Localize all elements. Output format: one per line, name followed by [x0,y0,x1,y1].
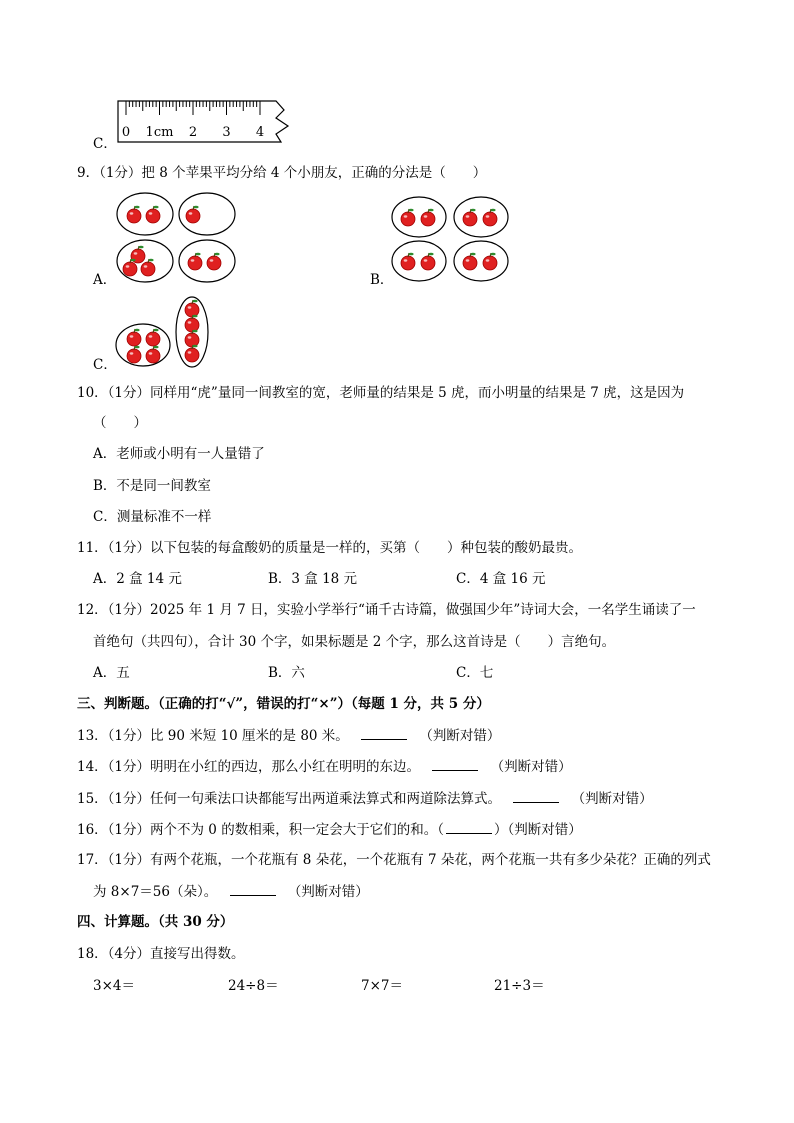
q18-item-4: 21÷3＝ [494,978,545,994]
q17-suffix: （判断对错） [287,884,369,900]
q9-option-c-figure [116,296,216,370]
q16-answer-blank[interactable] [446,820,492,834]
ruler-figure [116,96,296,146]
ruler-option-label: C． [93,136,117,152]
q15-suffix: （判断对错） [571,791,653,807]
q9-option-a-figure [116,192,241,284]
q12-option-b: B．六 [268,665,305,681]
q12-option-a: A．五 [93,665,130,681]
apple-icon [185,315,199,332]
q9-option-c-label: C． [93,357,117,373]
q10-option-c: C．测量标准不一样 [93,509,212,525]
apple-icon [483,209,497,226]
ruler-tick-label: 4 [255,125,265,140]
q14-line [77,757,572,776]
apple-icon [401,209,415,226]
q18-item-2: 24÷8＝ [228,978,279,994]
apple-icon [127,329,141,346]
apple-icon [421,209,435,226]
q17-text: 17．（1分）有两个花瓶，一个花瓶有 8 朵花，一个花瓶有 7 朵花，两个花瓶一共有多少朵花？正确的列式 [77,852,711,868]
q10-option-a: A．老师或小明有一人量错了 [93,446,265,462]
q16-text: 16．（1分）两个不为 0 的数相乘，积一定会大于它们的和。（ [77,822,444,838]
ruler-tick-label: 2 [188,125,198,140]
q15-answer-blank[interactable] [513,789,559,803]
q15-text: 15．（1分）任何一句乘法口诀都能写出两道乘法算式和两道除法算式。 [77,791,502,807]
apple-icon [185,300,199,317]
q14-text: 14．（1分）明明在小红的西边，那么小红在明明的东边。 [77,759,421,775]
q17-answer-blank[interactable] [230,882,276,896]
q12-option-c: C．七 [456,665,494,681]
q9-option-a-label: A． [93,272,117,288]
apple-icon [127,206,141,223]
q16-suffix: ）（判断对错） [493,822,582,838]
q14-answer-blank[interactable] [432,757,478,771]
q11-text: 11．（1分）以下包装的每盒酸奶的质量是一样的，买第（ ）种包装的酸奶最贵。 [77,540,583,556]
apple-icon [146,346,160,363]
q9-option-b-label: B． [370,272,394,288]
apple-icon [463,209,477,226]
q13-line [77,726,500,745]
apple-icon [127,346,141,363]
q13-suffix: （判断对错） [419,728,501,744]
q17-text-cont: 为 8×7＝56（朵）。 [93,884,218,900]
apple-icon [185,330,199,347]
q14-suffix: （判断对错） [490,759,572,775]
q15-line [77,789,653,808]
apple-icon [463,253,477,270]
q10-option-b: B．不是同一间教室 [93,478,211,494]
q9-option-b-figure [391,196,511,284]
q16-line [77,820,582,839]
apple-icon [401,253,415,270]
q10-text: 10．（1分）同样用“虎”量同一间教室的宽，老师量的结果是 5 虎，而小明量的结果是 7 虎，这是因为 [77,385,685,401]
ruler-tick-label: 3 [222,125,231,140]
apple-icon [146,329,160,346]
apple-icon [186,206,200,223]
ruler-tick-label: 1cm [145,125,174,140]
q18-item-3: 7×7＝ [361,978,403,994]
q12-text-cont: 首绝句（共四句），合计 30 个字，如果标题是 2 个字，那么这首诗是（ ）言绝句。 [93,634,616,650]
q11-option-b: B．3 盒 18 元 [268,571,358,587]
apple-icon [421,253,435,270]
apple-icon [146,206,160,223]
ruler-tick-label: 0 [121,125,131,140]
section3-title: 三、判断题。（正确的打“√”，错误的打“×”）（每题 1 分，共 5 分） [77,696,490,712]
section4-title: 四、计算题。（共 30 分） [77,914,234,930]
q18-item-1: 3×4＝ [93,978,135,994]
q13-answer-blank[interactable] [361,726,407,740]
q11-option-a: A．2 盒 14 元 [93,571,182,587]
q13-text: 13．（1分）比 90 米短 10 厘米的是 80 米。 [77,728,349,744]
q17-line2 [93,882,369,901]
apple-icon [207,253,221,270]
apple-icon [188,253,202,270]
q18-text: 18．（4分）直接写出得数。 [77,946,245,962]
q11-option-c: C．4 盒 16 元 [456,571,546,587]
q12-text: 12．（1分）2025 年 1 月 7 日，实验小学举行“诵千古诗篇，做强国少年”诗词大会，一名学生诵读了一 [77,602,696,618]
apple-icon [483,253,497,270]
q9-text: 9．（1分）把 8 个苹果平均分给 4 个小朋友，正确的分法是（ ） [77,165,487,181]
q10-text-cont: （ ） [93,415,147,431]
apple-icon [185,345,199,362]
